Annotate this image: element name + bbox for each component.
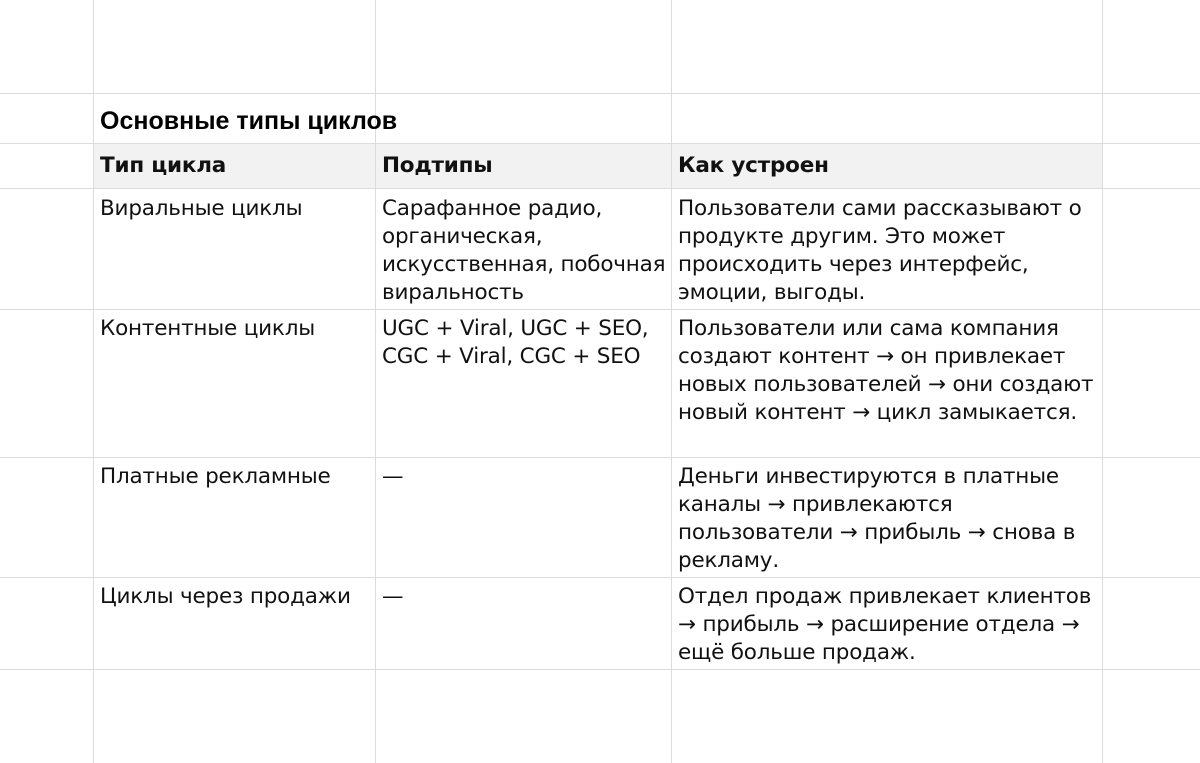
grid-row-line bbox=[0, 669, 1200, 670]
header-cell-subtypes[interactable]: Подтипы bbox=[382, 153, 493, 178]
header-cell-type[interactable]: Тип цикла bbox=[100, 153, 227, 178]
table-cell-type[interactable]: Контентные циклы bbox=[100, 316, 316, 341]
grid-row-line bbox=[0, 188, 1200, 189]
table-cell-how[interactable]: Пользователи или сама компания создают контент → он привлекает новых пользователей → они создают новый контент → цикл замыкается. bbox=[678, 316, 1094, 425]
grid-column-line bbox=[1102, 0, 1103, 763]
table-cell-how[interactable]: Отдел продаж привлекает клиентов → прибыль → расширение отдела → ещё больше продаж. bbox=[678, 584, 1092, 665]
grid-row-line bbox=[0, 143, 1200, 144]
grid-column-line bbox=[93, 0, 94, 763]
grid-row-line bbox=[0, 457, 1200, 458]
table-cell-subtypes[interactable]: — bbox=[382, 464, 404, 489]
table-cell-subtypes[interactable]: — bbox=[382, 584, 404, 609]
table-cell-how[interactable]: Деньги инвестируются в платные каналы → привлекаются пользователи → прибыль → снова в рекламу. bbox=[678, 464, 1076, 573]
table-cell-type[interactable]: Циклы через продажи bbox=[100, 584, 351, 609]
table-cell-subtypes[interactable]: UGC + Viral, UGC + SEO, CGC + Viral, CGC + SEO bbox=[382, 316, 649, 369]
header-cell-how[interactable]: Как устроен bbox=[678, 153, 829, 178]
table-cell-subtypes[interactable]: Сарафанное радио, органическая, искусственная, побочная виральность bbox=[382, 196, 666, 305]
table-cell-how[interactable]: Пользователи сами рассказывают о продукте другим. Это может происходить через интерфейс, эмоции, выгоды. bbox=[678, 196, 1082, 305]
grid-row-line bbox=[0, 577, 1200, 578]
table-cell-type[interactable]: Платные рекламные bbox=[100, 464, 331, 489]
table-cell-type[interactable]: Виральные циклы bbox=[100, 196, 303, 221]
table-title[interactable]: Основные типы циклов bbox=[100, 107, 398, 135]
grid-row-line bbox=[0, 93, 1200, 94]
grid-row-line bbox=[0, 309, 1200, 310]
